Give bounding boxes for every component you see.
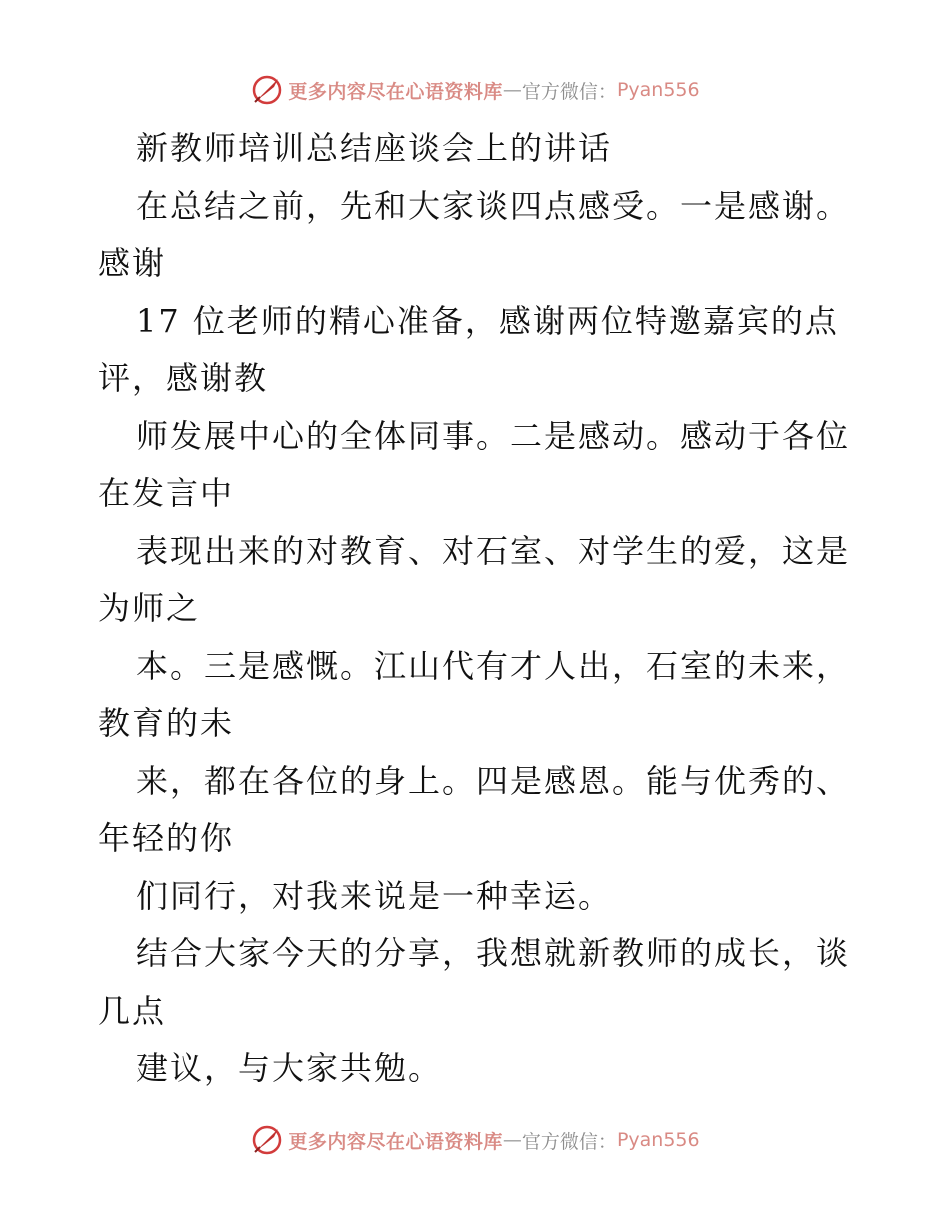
document-line: 新教师培训总结座谈会上的讲话 [136,129,613,167]
document-line: 17 位老师的精心准备，感谢两位特邀嘉宾的点 [136,301,839,340]
document-line: 评，感谢教 [98,359,269,397]
document-line: 表现出来的对教育、对石室、对学生的爱，这是 [136,531,851,570]
document-line: 师发展中心的全体同事。二是感动。感动于各位 [136,416,851,455]
header-dash: — [502,79,522,101]
document-body [98,120,858,1098]
footer-brand-text: 更多内容尽在心语资料库 [288,1130,503,1153]
footer-wechat-id: Pyan556 [616,1129,700,1151]
document-line: 在总结之前，先和大家谈四点感受。一是感谢。 [136,186,851,225]
document-line: 结合大家今天的分享，我想就新教师的成长，谈 [136,934,851,972]
document-line: 为师之 [98,589,201,627]
document-line: 年轻的你 [98,819,235,857]
header-wechat-id: Pyan556 [616,79,700,101]
header-wechat-label: 官方微信： [521,80,617,103]
quill-logo-icon [250,73,284,107]
document-line: 建议，与大家共勉。 [136,1049,443,1087]
footer-dash: — [502,1129,522,1151]
document-line: 们同行，对我来说是一种幸运。 [136,876,613,915]
header-watermark [0,70,950,110]
footer-wechat-label: 官方微信： [521,1130,617,1153]
document-line: 本。三是感慨。江山代有才人出，石室的未来， [136,646,851,685]
document-line: 教育的未 [98,704,235,742]
quill-logo-icon [250,1123,284,1157]
document-line: 来，都在各位的身上。四是感恩。能与优秀的、 [136,761,851,800]
header-brand-text: 更多内容尽在心语资料库 [288,80,503,103]
document-line: 在发言中 [98,474,235,512]
footer-watermark [0,1120,950,1160]
document-line: 感谢 [98,244,167,282]
document-line: 几点 [98,991,167,1030]
